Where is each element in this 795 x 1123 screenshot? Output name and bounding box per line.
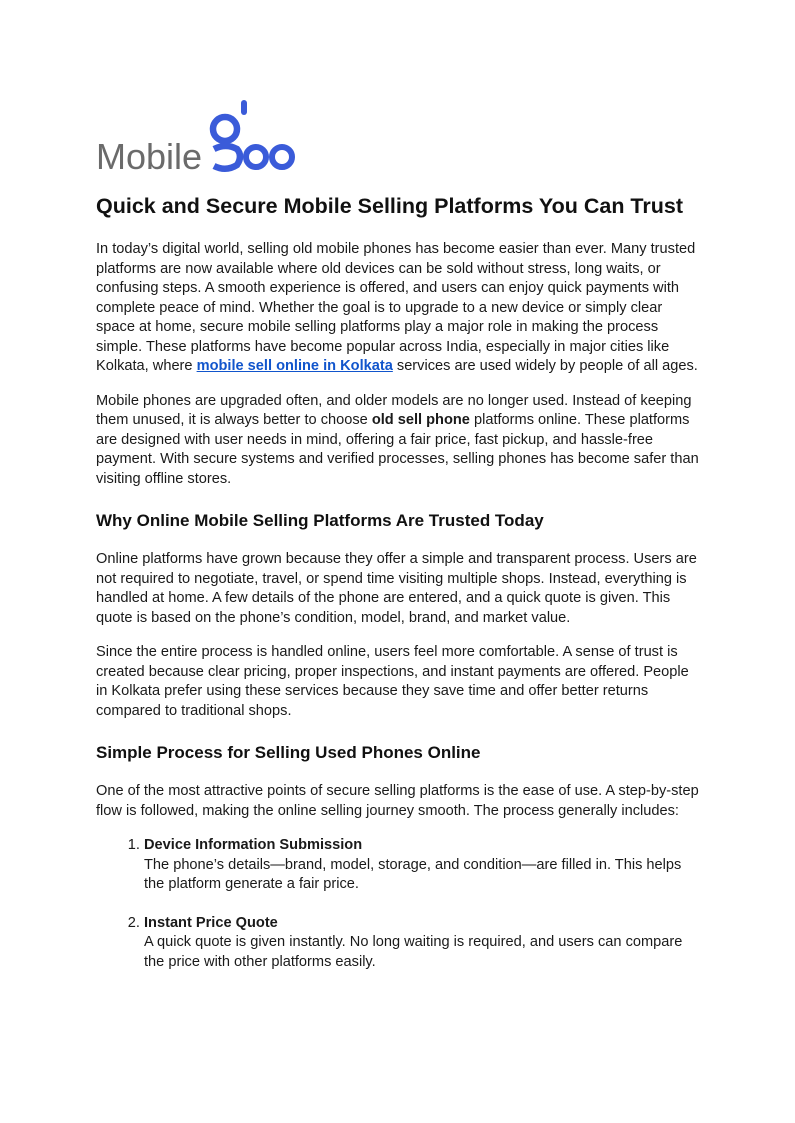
step-body: A quick quote is given instantly. No long waiting is required, and users can compare the price with other platforms easily. — [144, 934, 683, 970]
intro-p2-text-a: Mobile phones are upgraded often, and older models are no longer used. Instead of keeping them unused, it is always better to choose — [96, 392, 692, 428]
section2-paragraph-1: One of the most attractive points of secure selling platforms is the ease of use. A step-by-step flow is followed, making the online selling journey smooth. The process generally includes: — [96, 783, 699, 819]
mobile-sell-online-kolkata-link[interactable]: mobile sell online in Kolkata — [196, 358, 393, 374]
page-title: Quick and Secure Mobile Selling Platforms You Can Trust — [96, 194, 683, 218]
intro-p2-text-b: platforms online. These platforms are designed with user needs in mind, offering a fair price, fast pickup, and hassle-free payment. With secure systems and verified processes, selling phones has become safer than visiting offline stores. — [96, 412, 699, 487]
section1-paragraph-2: Since the entire process is handled online, users feel more comfortable. A sense of trust is created because clear pricing, proper inspections, and instant payments are offered. People in Kolkata prefer using these services because they save time and offer better returns compared to traditional shops. — [96, 644, 689, 719]
step-title: 2. Instant Price Quote — [144, 914, 278, 931]
document-content — [96, 192, 701, 991]
step-title: 1. Device Information Submission — [144, 837, 363, 853]
list-item — [144, 836, 701, 895]
step-body: The phone’s details—brand, model, storage, and condition—are filled in. This helps the platform generate a fair price. — [144, 856, 682, 892]
list-item — [144, 914, 701, 973]
logo-text: Mobile — [96, 136, 203, 176]
section-heading-trusted: Why Online Mobile Selling Platforms Are Trusted Today — [96, 511, 544, 530]
intro-p2-bold: old sell phone — [371, 412, 470, 428]
intro-p1-text-a: In today’s digital world, selling old mobile phones has become easier than ever. Many trusted platforms are now available where old devices can be sold without stress, long waits, or confusing steps. A smooth experience is offered, and users can enjoy quick payments with complete peace of mind. Whether the goal is to upgrade to a new device or simply clear space at home, secure mobile selling platforms play a major role in making the process simple. These platforms have become popular across India, especially in major cities like Kolkata, where — [96, 241, 696, 374]
intro-p1-text-b: services are used widely by people of all ages. — [392, 358, 698, 374]
section-heading-process: Simple Process for Selling Used Phones Online — [96, 743, 481, 762]
process-steps-list — [96, 836, 701, 972]
intro-paragraph-1 — [96, 240, 701, 377]
mobilegoo-logo — [96, 96, 300, 176]
section1-paragraph-1: Online platforms have grown because they offer a simple and transparent process. Users are not required to negotiate, travel, or spend time visiting multiple shops. Instead, everything is handled at home. A few details of the phone are entered, and a quick quote is given. This quote is based on the phone’s condition, model, brand, and market value. — [96, 551, 697, 626]
intro-paragraph-2 — [96, 392, 701, 490]
